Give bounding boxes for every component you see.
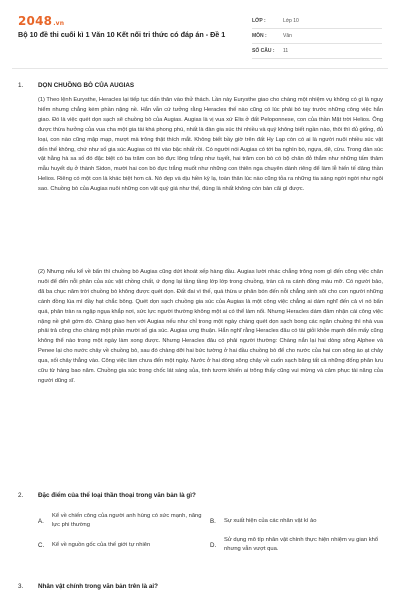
meta-value: 11 (283, 48, 289, 54)
options-row (38, 512, 383, 530)
document-title: Bộ 10 đề thi cuối kì 1 Văn 10 Kết nối tri thức có đáp án - Đề 1 (18, 30, 226, 39)
option-key: D. (210, 541, 217, 549)
question-number: 2. (18, 492, 24, 499)
meta-value: Lớp 10 (283, 18, 299, 24)
meta-label: MÔN : (252, 33, 267, 39)
header-divider (12, 68, 388, 69)
question-3-heading (18, 583, 388, 590)
option-key: B. (210, 517, 216, 525)
question-title: Nhân vật chính trong văn bản trên là ai? (38, 583, 159, 590)
option-key: C. (38, 541, 45, 549)
meta-row-class (252, 14, 382, 29)
question-number: 1. (18, 82, 24, 89)
answer-options (38, 512, 383, 560)
page-header (0, 0, 400, 62)
meta-row-subject (252, 29, 382, 44)
meta-label: LỚP : (252, 18, 266, 24)
question-1-heading (18, 82, 388, 89)
passage-paragraph-2: (2) Nhưng nếu kể về bẩn thì chuồng bò Augias cũng dứt khoát xếp hàng đầu. Augias lười nhác chẳng trông nom gì đến công việc chăn nuôi để đến nỗi phân của súc vật chồng chất, ứ đọng lại tầng tầng lớp lớp trong chuồng, tràn cả ra cánh đồng màu mỡ. Có người bảo, đã ba chục năm trời chuồng bò không được quét dọn. Đất đai vì thế, quá thừa ư phân bón đến nỗi chẳng sinh sôi cho con người những cánh đồng lúa mì đầy hạt chắc bông. Quét dọn sạch chuồng gia súc của Augias là một công việc chẳng ai dám nghĩ đến cả vì nó bẩn quá, phân tràn ra ngập ngụa khắp nơi, sức lực người thường không một ai có thể làm nổi. Nhưng Heracles dám đảm nhận cái công việc nặng nề ghê gớm đó. Chàng giao hẹn với Augias nếu như chỉ trong một ngày chàng quét dọn sạch bong các ngăn chuồng thì nhà vua phải trả công cho chàng một phần mười số gia súc. Augias ưng thuận. Hắn nghĩ rằng Heracles đâu có tài giỏi khỏe mạnh đến mấy cũng không thể nào trong một ngày làm xong được. Nhưng Heracles đâu có phải người thường: Chàng nắn lại hai dòng sông Alphee và Penee lại cho nước chảy về chuồng bò, sau đó chàng dỡi hai bức tường ở hai đầu chuồng bò để cho nước của hai con sông ào ạt chảy qua, xối chảy thẳng vào. Công việc làm chưa đến một ngày. Nước ở hai dòng sông chảy về cuốn sạch băng tất cả những đống phân lưu cữu từ hàng bao năm. Chuồng gia súc trong chốc lát sáng sủa, tinh tươm khiến ai trông thấy cũng vui mừng và cảm phục tài năng của người dũng sĩ. (38, 269, 383, 384)
question-title: DỌN CHUỒNG BÒ CỦA AUGIAS (38, 82, 135, 89)
option-c[interactable] (38, 541, 210, 550)
option-text: Kể về nguồn gốc của thế giới tự nhiên (52, 541, 151, 548)
question-2-heading (18, 492, 388, 499)
option-text: Sự xuất hiện của các nhân vật kì ảo (224, 517, 317, 524)
meta-label: SỐ CÂU : (252, 48, 275, 54)
option-key: A. (38, 517, 44, 525)
option-text: Kể về chiến công của người anh hùng có sức mạnh, năng lực phi thường (52, 513, 202, 528)
meta-table (252, 14, 382, 59)
question-number: 3. (18, 583, 24, 590)
logo-suffix: .vn (53, 20, 65, 27)
options-row (38, 536, 383, 554)
logo-text: 2048 (18, 14, 53, 28)
site-logo[interactable] (18, 14, 64, 28)
option-b[interactable] (210, 517, 382, 526)
meta-row-count (252, 44, 382, 59)
meta-value: Văn (283, 33, 292, 39)
option-text: Sử dụng mô típ nhân vật chính thực hiện nhiệm vụ gian khổ nhưng vẫn vượt qua. (224, 537, 379, 552)
passage-paragraph-1: (1) Theo lệnh Eurysthe, Heracles lại tiếp tục dấn thân vào thử thách. Lần này Eurysthe giao cho chàng một nhiệm vụ không có gì là nguy hiểm nhưng chẳng kém phần nặng nề. Hắn vẫn cứ tưởng rằng Heracles thế nào cũng có lúc phải bó tay trước những công việc hắn giao. Đó là việc quét dọn sạch sẽ chuồng bò của Augias. Augias là vị vua xứ Elis ở đất Peloponnese, con của thần Mặt trời Helios. Ông được thừa hưởng của vua cha một gia tài khá phong phú, nhất là đàn gia súc thì nhiều và quý không biết ngần nào, thôi thì đủ giống, đủ loại, con nào cũng mập mạp, mượt mà trông thật thích mắt. Không biết bầy giờ trên đất Hy Lạp còn có ai là người nuôi nhiều súc vật đến thế không, chứ như số gia súc Augias có thì vào bậc nhất rồi. Có người nói Augias có tới ba nghìn bò, ngựa, dê, cừu. Trong đàn súc vật hằng hà sa số đó đặc biệt có ba trăm con bò đực lông trắng như tuyết, hai trăm con bò có bộ chân đỏ thắm như những tấm thảm mẫu huyết dụ ở thành Sidon, mười hai con bò đực trắng muốt như những con thiên nga chuyên dành riêng để làm lễ hiến tế dâng thần Helios. Riêng có một con là khác biệt hơn cả. Nó đẹp và dịu hiền kỳ lạ, toàn thân lúc nào cũng tỏa ra những tia sáng ngời ngời như ngôi sao. Chuồng bò của Augias nuôi những con vật quý giá như thế, đúng là nhất không còn bàn cãi gì được. (38, 97, 383, 193)
option-d[interactable] (210, 536, 382, 554)
question-title: Đặc điểm của thể loại thần thoại trong văn bản là gì? (38, 492, 196, 499)
option-a[interactable] (38, 512, 210, 530)
